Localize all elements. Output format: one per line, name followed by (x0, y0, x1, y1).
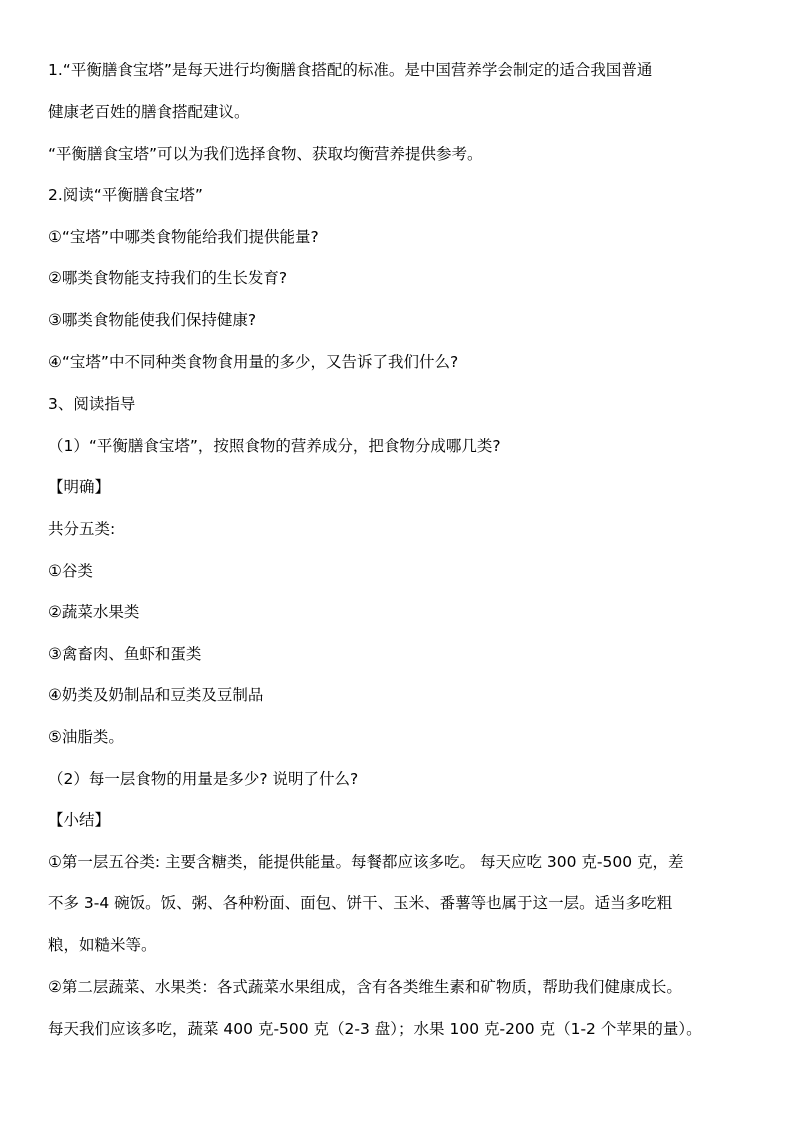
section-3-heading: 3、阅读指导 (48, 395, 136, 413)
question-3: ③哪类食物能使我们保持健康? (48, 311, 257, 329)
guide-question-2: （2）每一层食物的用量是多少? 说明了什么? (48, 770, 359, 788)
question-2: ②哪类食物能支持我们的生长发育? (48, 269, 288, 287)
summary-label: 【小结】 (48, 811, 111, 829)
category-item-5: ⑤油脂类。 (48, 728, 124, 746)
question-1: ①“宝塔”中哪类食物能给我们提供能量? (48, 228, 319, 246)
category-item-4: ④奶类及奶制品和豆类及豆制品 (48, 686, 264, 704)
answer-label: 【明确】 (48, 478, 111, 496)
paragraph-intro-line-1: 1.“平衡膳食宝塔”是每天进行均衡膳食搭配的标准。是中国营养学会制定的适合我国普通 (48, 61, 653, 79)
paragraph-intro-line-3: “平衡膳食宝塔”可以为我们选择食物、获取均衡营养提供参考。 (48, 145, 483, 163)
paragraph-intro-line-2: 健康老百姓的膳食搭配建议。 (48, 103, 250, 121)
guide-question-1: （1）“平衡膳食宝塔”，按照食物的营养成分，把食物分成哪几类? (48, 437, 501, 455)
section-2-heading: 2.阅读“平衡膳食宝塔” (48, 186, 203, 204)
category-item-1: ①谷类 (48, 562, 93, 580)
summary-layer-1-line-1: ①第一层五谷类: 主要含糖类，能提供能量。每餐都应该多吃。 每天应吃 300 克-500 克，差 (48, 853, 684, 871)
category-item-3: ③禽畜肉、鱼虾和蛋类 (48, 645, 202, 663)
summary-layer-1-line-3: 粮，如糙米等。 (48, 936, 157, 954)
category-item-2: ②蔬菜水果类 (48, 603, 140, 621)
summary-layer-2-line-1: ②第二层蔬菜、水果类：各式蔬菜水果组成，含有各类维生素和矿物质，帮助我们健康成长。 (48, 978, 682, 996)
summary-layer-1-line-2: 不多 3-4 碗饭。饭、粥、各种粉面、面包、饼干、玉米、番薯等也属于这一层。适当多吃粗 (48, 894, 673, 912)
answer-intro: 共分五类: (48, 520, 116, 538)
question-4: ④“宝塔”中不同种类食物食用量的多少，又告诉了我们什么? (48, 353, 459, 371)
summary-layer-2-line-2: 每天我们应该多吃，蔬菜 400 克-500 克（2-3 盘）；水果 100 克-200 克（1-2 个苹果的量）。 (48, 1020, 702, 1038)
